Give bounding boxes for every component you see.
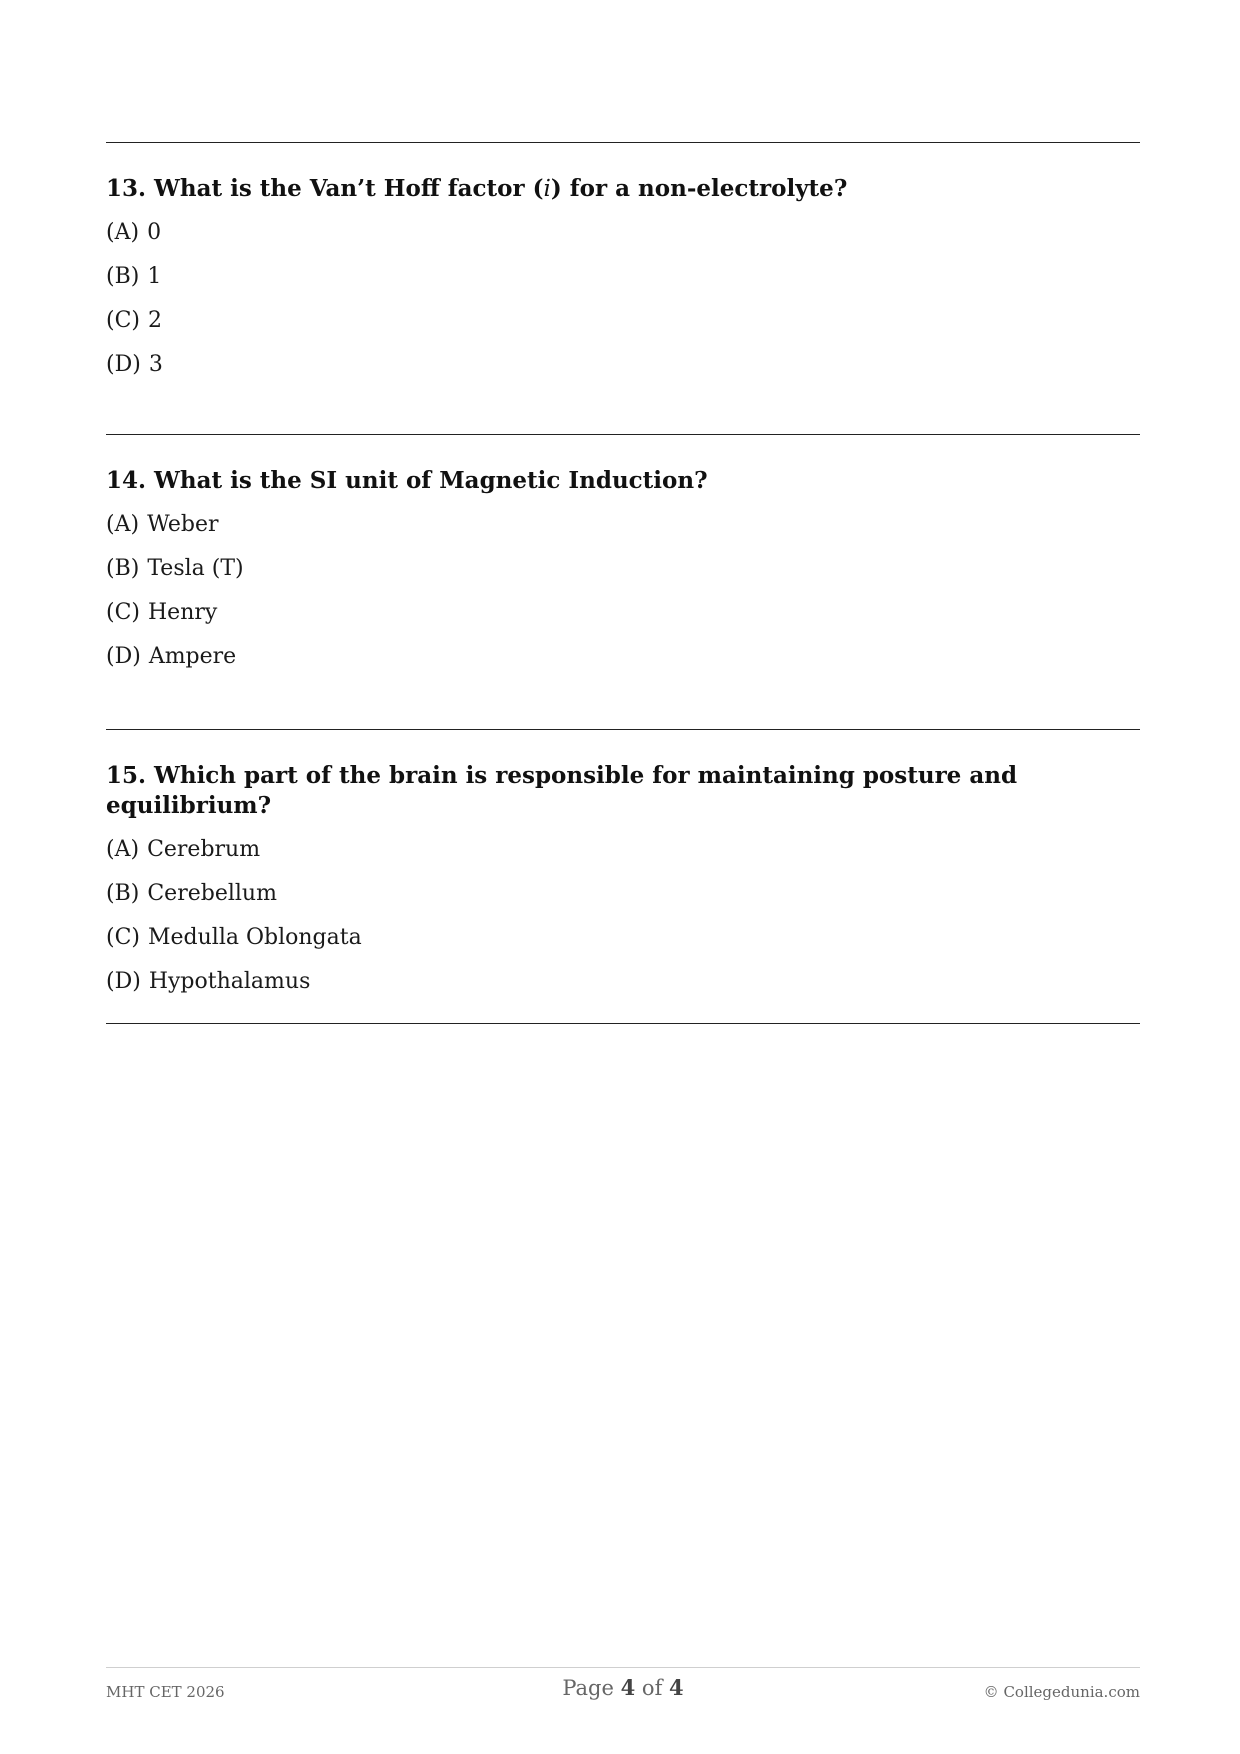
question-14: [106, 466, 1140, 686]
option-a: (A) 0: [106, 220, 162, 245]
question-divider: [106, 1023, 1140, 1024]
option-b: (B) 1: [106, 264, 162, 289]
option-c: (C) Henry: [106, 600, 218, 625]
page-number: Page 4 of 4: [562, 1675, 684, 1700]
copyright-text: © Collegedunia.com: [983, 1683, 1140, 1701]
option-b: (B) Tesla (T): [106, 556, 244, 581]
option-a: (A) Weber: [106, 512, 219, 537]
question-13: [106, 174, 1140, 394]
footer-divider: [106, 1667, 1140, 1668]
question-number: 14.: [106, 467, 147, 494]
exam-name: MHT CET 2026: [106, 1683, 225, 1701]
page-footer: [106, 1673, 1140, 1709]
option-b: (B) Cerebellum: [106, 881, 277, 906]
question-15: [106, 761, 1140, 1011]
question-number: 15.: [106, 762, 147, 789]
option-c: (C) 2: [106, 308, 162, 333]
option-d: (D) Ampere: [106, 644, 237, 669]
question-text: 14. What is the SI unit of Magnetic Induction?: [106, 467, 708, 494]
question-number: 13.: [106, 175, 147, 202]
question-divider: [106, 729, 1140, 730]
option-d: (D) 3: [106, 352, 163, 377]
question-text: 13. What is the Van’t Hoff factor (i) for a non-electrolyte?: [106, 175, 848, 202]
option-a: (A) Cerebrum: [106, 837, 261, 862]
question-divider: [106, 142, 1140, 143]
option-c: (C) Medulla Oblongata: [106, 925, 362, 950]
question-divider: [106, 434, 1140, 435]
option-d: (D) Hypothalamus: [106, 969, 311, 994]
question-text: 15. Which part of the brain is responsible for maintaining posture and equilibrium?: [106, 762, 1018, 819]
